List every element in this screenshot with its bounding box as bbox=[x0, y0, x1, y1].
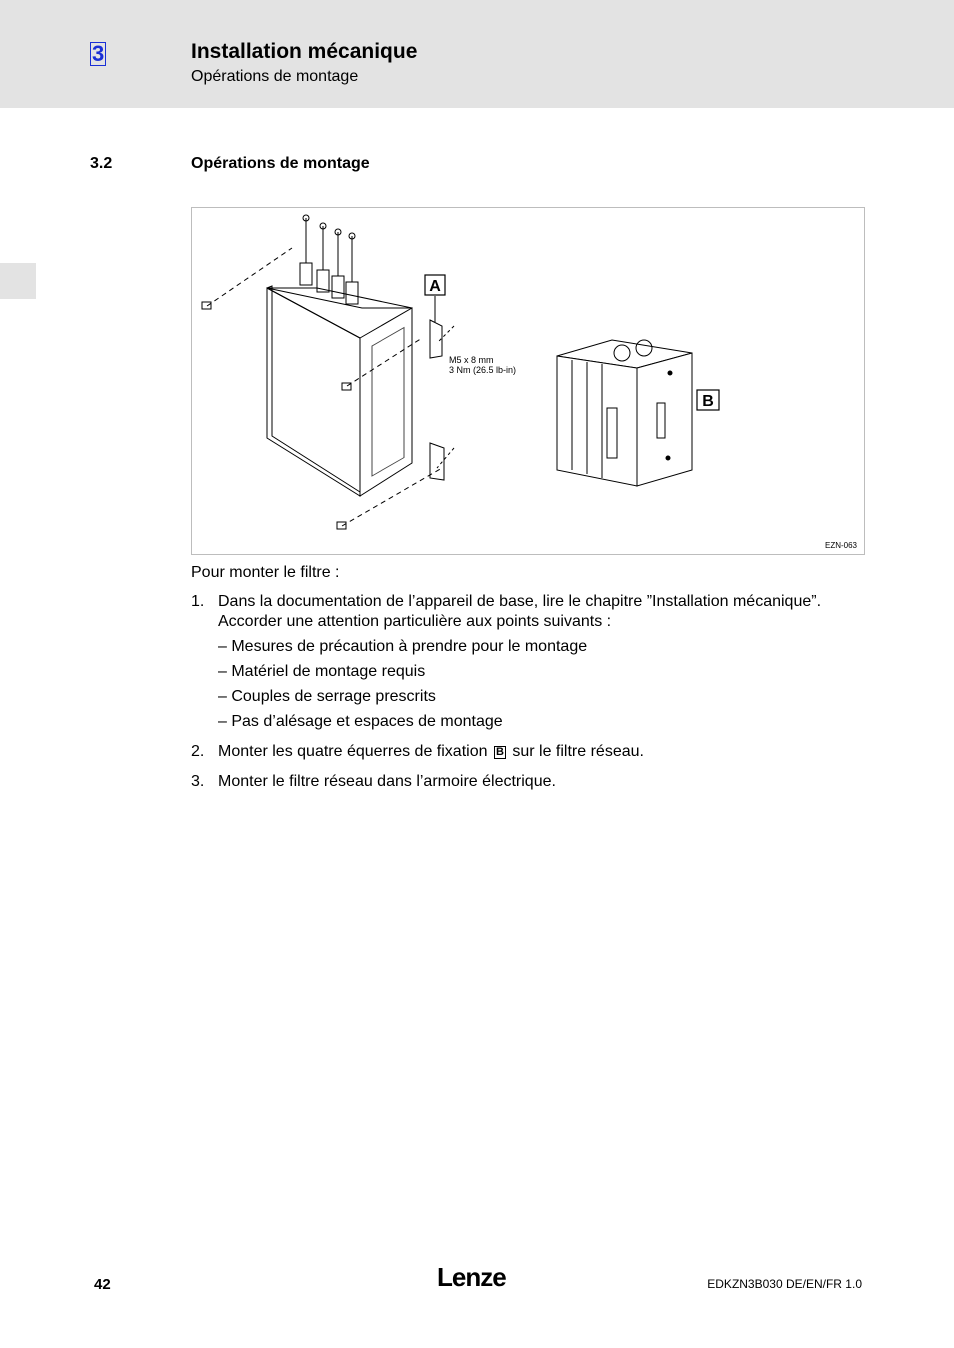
mounting-illustration bbox=[192, 208, 864, 554]
side-tab-marker bbox=[0, 263, 36, 299]
lenze-logo: Lenze bbox=[437, 1262, 506, 1292]
chapter-subtitle: Opérations de montage bbox=[191, 68, 359, 85]
list-item: – Couples de serrage prescrits bbox=[218, 688, 436, 705]
step-3 bbox=[191, 772, 863, 792]
figure-ref-badge: B bbox=[495, 746, 504, 758]
figure-code: EZN-063 bbox=[824, 541, 857, 550]
list-item: – Mesures de précaution à prendre pour le montage bbox=[218, 638, 588, 655]
document-id: EDKZN3B030 DE/EN/FR 1.0 bbox=[707, 1277, 862, 1291]
label-b: B bbox=[702, 393, 714, 410]
step-number: 1. bbox=[191, 593, 205, 610]
step-number: 2. bbox=[191, 743, 205, 760]
section-title: Opérations de montage bbox=[191, 155, 370, 172]
page-number: 42 bbox=[94, 1276, 111, 1293]
instructions-intro: Pour monter le filtre : bbox=[191, 564, 340, 581]
step-text: Dans la documentation de l’appareil de base, lire le chapitre ”Installation mécanique”. Accorder une attention particulière aux points suivants : bbox=[218, 593, 822, 630]
step-1-subitems bbox=[218, 637, 863, 732]
mounting-figure bbox=[191, 207, 865, 555]
step-text: Monter le filtre réseau dans l’armoire électrique. bbox=[218, 773, 556, 790]
chapter-title: Installation mécanique bbox=[191, 40, 418, 63]
step-text-before: Monter les quatre équerres de fixation bbox=[218, 743, 488, 760]
instructions bbox=[191, 563, 863, 802]
screw-spec-size: M5 x 8 mm bbox=[449, 355, 494, 365]
chapter-number-link[interactable]: 3 bbox=[92, 41, 105, 66]
list-item: – Pas d’alésage et espaces de montage bbox=[218, 713, 503, 730]
step-text-after: sur le filtre réseau. bbox=[512, 743, 644, 760]
list-item: – Matériel de montage requis bbox=[218, 663, 426, 680]
header-band bbox=[0, 0, 954, 108]
screw-spec-torque: 3 Nm (26.5 lb-in) bbox=[449, 365, 517, 375]
label-a: A bbox=[429, 278, 441, 295]
step-number: 3. bbox=[191, 773, 205, 790]
step-2 bbox=[191, 742, 863, 762]
section-number: 3.2 bbox=[90, 155, 113, 172]
step-1 bbox=[191, 592, 863, 732]
